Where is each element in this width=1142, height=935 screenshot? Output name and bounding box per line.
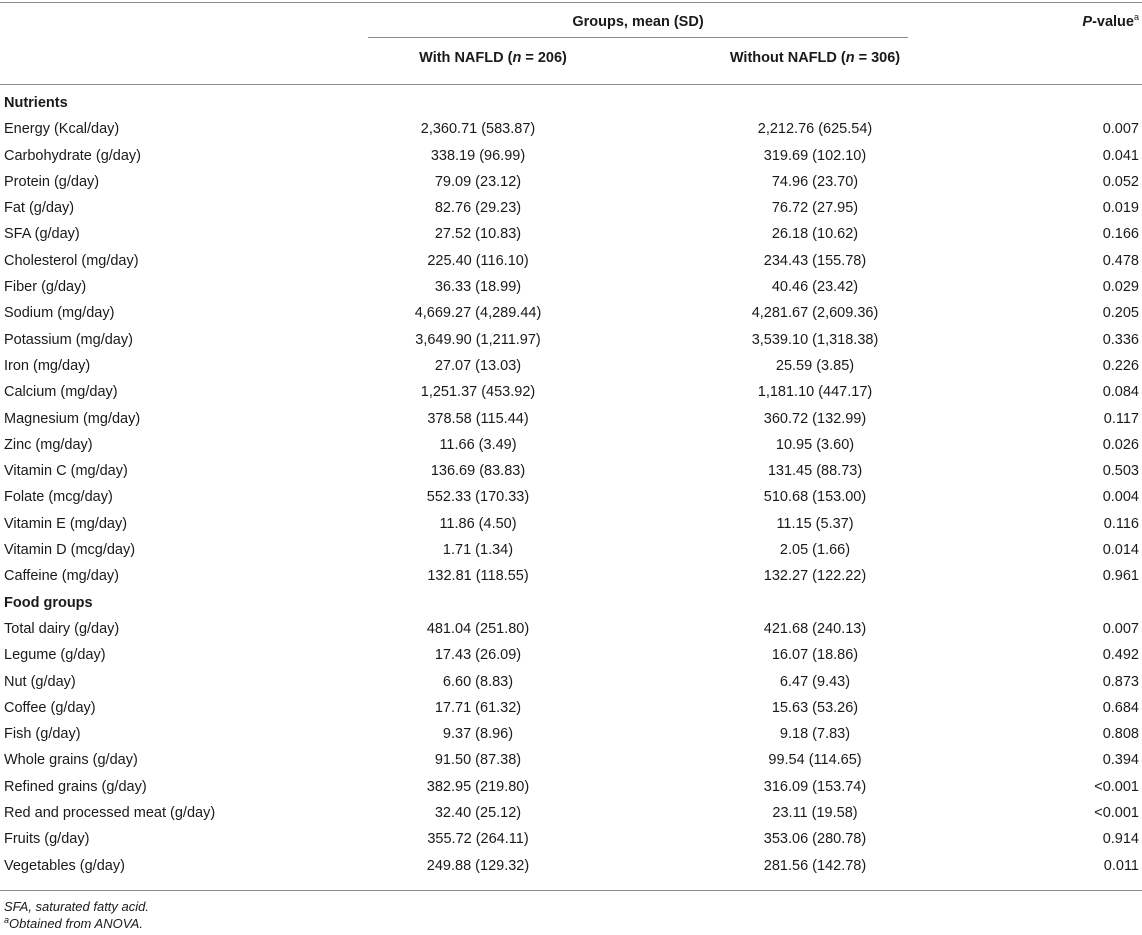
row-label: Magnesium (mg/day) <box>4 410 141 427</box>
with-nafld-value: 11.86 (4.50) <box>439 515 517 532</box>
row-label: Cholesterol (mg/day) <box>4 252 139 269</box>
row-label: Zinc (mg/day) <box>4 436 93 453</box>
row-label: Potassium (mg/day) <box>4 331 133 348</box>
with-nafld-value: 136.69 (83.83) <box>430 463 526 480</box>
table-row <box>0 116 1142 142</box>
group-header-rule <box>368 37 908 38</box>
p-value: 0.007 <box>1102 121 1139 138</box>
without-nafld-value: 2.05 (1.66) <box>779 542 851 559</box>
p-value: 0.492 <box>1102 647 1139 664</box>
section-header <box>0 90 1142 116</box>
without-nafld-value: 353.06 (280.78) <box>763 831 867 848</box>
without-nafld-value: 11.15 (5.37) <box>776 515 854 532</box>
footnote-anova-text: Obtained from ANOVA. <box>9 916 143 931</box>
with-nafld-value: 378.58 (115.44) <box>427 410 529 427</box>
without-nafld-value: 9.18 (7.83) <box>779 726 851 743</box>
p-value: 0.914 <box>1102 831 1139 848</box>
without-nafld-value: 74.96 (23.70) <box>771 173 859 190</box>
with-nafld-value: 1.71 (1.34) <box>442 542 514 559</box>
with-nafld-value: 32.40 (25.12) <box>434 805 522 822</box>
with-nafld-value: 132.81 (118.55) <box>427 568 529 585</box>
table-row <box>0 379 1142 405</box>
table-row <box>0 695 1142 721</box>
table-row <box>0 853 1142 879</box>
without-nafld-header <box>690 50 940 66</box>
table-row <box>0 747 1142 773</box>
table-row <box>0 221 1142 247</box>
without-nafld-value: 131.45 (88.73) <box>767 463 863 480</box>
with-nafld-suffix: = 206) <box>521 50 567 66</box>
p-value: 0.873 <box>1102 673 1139 690</box>
p-value: 0.478 <box>1102 252 1139 269</box>
table-row <box>0 511 1142 537</box>
row-label: Folate (mcg/day) <box>4 489 113 506</box>
with-nafld-value: 338.19 (96.99) <box>430 147 526 164</box>
footnote-anova-sup: a <box>4 915 10 925</box>
table-row <box>0 353 1142 379</box>
p-value: 0.026 <box>1102 436 1139 453</box>
table-row <box>0 143 1142 169</box>
table-row <box>0 169 1142 195</box>
table-row <box>0 432 1142 458</box>
row-label: Calcium (mg/day) <box>4 384 118 401</box>
table-row <box>0 800 1142 826</box>
row-label: Red and processed meat (g/day) <box>4 805 216 822</box>
with-nafld-value: 27.52 (10.83) <box>434 226 522 243</box>
p-value: 0.052 <box>1102 173 1139 190</box>
row-label: Coffee (g/day) <box>4 699 96 716</box>
with-nafld-value: 91.50 (87.38) <box>434 752 522 769</box>
section-header <box>0 590 1142 616</box>
without-nafld-prefix: Without NAFLD ( <box>729 50 846 66</box>
without-nafld-value: 281.56 (142.78) <box>763 857 867 874</box>
p-value: <0.001 <box>1094 778 1139 795</box>
without-nafld-value: 1,181.10 (447.17) <box>757 384 873 401</box>
p-value: 0.014 <box>1102 542 1139 559</box>
table-row <box>0 563 1142 589</box>
row-label: Whole grains (g/day) <box>4 752 138 769</box>
with-nafld-value: 27.07 (13.03) <box>434 357 522 374</box>
without-nafld-value: 23.11 (19.58) <box>772 805 858 822</box>
p-value-header <box>1000 14 1139 30</box>
table-row <box>0 774 1142 800</box>
table-row <box>0 642 1142 668</box>
table-row <box>0 616 1142 642</box>
row-label: Sodium (mg/day) <box>4 305 115 322</box>
without-nafld-value: 40.46 (23.42) <box>771 279 859 296</box>
table-row <box>0 327 1142 353</box>
row-label: Vitamin E (mg/day) <box>4 515 128 532</box>
p-value-sup: a <box>1133 12 1139 22</box>
table-row <box>0 484 1142 510</box>
with-nafld-value: 481.04 (251.80) <box>426 620 530 637</box>
row-label: Vegetables (g/day) <box>4 857 125 874</box>
without-nafld-value: 3,539.10 (1,318.38) <box>751 331 879 348</box>
table-row <box>0 669 1142 695</box>
row-label: Energy (Kcal/day) <box>4 121 120 138</box>
p-value: 0.011 <box>1103 857 1139 874</box>
row-label: Vitamin C (mg/day) <box>4 463 128 480</box>
row-label: Total dairy (g/day) <box>4 620 120 637</box>
with-nafld-value: 6.60 (8.83) <box>442 673 514 690</box>
without-nafld-value: 510.68 (153.00) <box>763 489 867 506</box>
p-value: 0.808 <box>1102 726 1139 743</box>
p-value: 0.226 <box>1102 357 1139 374</box>
with-nafld-value: 2,360.71 (583.87) <box>420 121 536 138</box>
row-label: Protein (g/day) <box>4 173 100 190</box>
without-nafld-value: 421.68 (240.13) <box>763 620 867 637</box>
without-nafld-value: 76.72 (27.95) <box>771 200 859 217</box>
with-nafld-value: 36.33 (18.99) <box>434 279 522 296</box>
with-nafld-value: 3,649.90 (1,211.97) <box>415 331 541 348</box>
table-row <box>0 826 1142 852</box>
with-nafld-value: 9.37 (8.96) <box>442 726 514 743</box>
with-nafld-value: 79.09 (23.12) <box>434 173 522 190</box>
p-value-letter: P <box>1082 14 1093 30</box>
p-value: 0.084 <box>1102 384 1139 401</box>
with-nafld-value: 1,251.37 (453.92) <box>420 384 536 401</box>
table-top-rule <box>0 2 1142 3</box>
p-value: 0.117 <box>1103 410 1139 427</box>
row-label: Fruits (g/day) <box>4 831 90 848</box>
table-row <box>0 458 1142 484</box>
row-label: Caffeine (mg/day) <box>4 568 119 585</box>
row-label: Iron (mg/day) <box>4 357 91 374</box>
with-nafld-value: 11.66 (3.49) <box>439 436 517 453</box>
without-nafld-value: 360.72 (132.99) <box>763 410 867 427</box>
row-label: Carbohydrate (g/day) <box>4 147 142 164</box>
p-value: 0.336 <box>1102 331 1139 348</box>
p-value: 0.029 <box>1102 279 1139 296</box>
without-nafld-value: 316.09 (153.74) <box>763 778 867 795</box>
row-label: Nut (g/day) <box>4 673 76 690</box>
row-label: Fat (g/day) <box>4 200 75 217</box>
p-value: 0.205 <box>1102 305 1139 322</box>
without-nafld-value: 2,212.76 (625.54) <box>757 121 873 138</box>
without-nafld-value: 234.43 (155.78) <box>763 252 867 269</box>
without-nafld-value: 10.95 (3.60) <box>775 436 855 453</box>
section-label: Food groups <box>4 594 93 611</box>
table-row <box>0 195 1142 221</box>
with-nafld-value: 225.40 (116.10) <box>427 252 529 269</box>
without-nafld-value: 132.27 (122.22) <box>763 568 867 585</box>
with-nafld-value: 82.76 (29.23) <box>434 200 522 217</box>
without-nafld-value: 319.69 (102.10) <box>763 147 867 164</box>
without-nafld-value: 99.54 (114.65) <box>768 752 862 769</box>
table-bottom-rule <box>0 890 1142 891</box>
p-value: 0.041 <box>1102 147 1139 164</box>
p-value: 0.166 <box>1102 226 1139 243</box>
p-value: 0.019 <box>1102 200 1139 217</box>
without-nafld-value: 25.59 (3.85) <box>775 357 855 374</box>
footnote-abbreviation: SFA, saturated fatty acid. <box>4 899 149 914</box>
with-nafld-prefix: With NAFLD ( <box>419 50 513 66</box>
with-nafld-value: 249.88 (129.32) <box>426 857 530 874</box>
section-label: Nutrients <box>4 95 68 111</box>
p-value: 0.007 <box>1102 620 1139 637</box>
table-body <box>0 90 1142 879</box>
with-nafld-value: 355.72 (264.11) <box>427 831 529 848</box>
p-value: 0.503 <box>1102 463 1139 480</box>
without-nafld-n: n <box>845 50 855 66</box>
p-value: 0.394 <box>1102 752 1139 769</box>
without-nafld-value: 15.63 (53.26) <box>771 699 859 716</box>
with-nafld-value: 382.95 (219.80) <box>426 778 530 795</box>
row-label: Legume (g/day) <box>4 647 106 664</box>
without-nafld-value: 26.18 (10.62) <box>771 226 859 243</box>
table-row <box>0 274 1142 300</box>
p-value: 0.961 <box>1102 568 1139 585</box>
p-value: 0.116 <box>1103 515 1139 532</box>
table-row <box>0 300 1142 326</box>
row-label: Fiber (g/day) <box>4 279 87 296</box>
group-header: Groups, mean (SD) <box>572 14 704 30</box>
with-nafld-value: 552.33 (170.33) <box>426 489 530 506</box>
with-nafld-value: 17.43 (26.09) <box>434 647 522 664</box>
without-nafld-suffix: = 306) <box>854 50 901 66</box>
table-row <box>0 721 1142 747</box>
table-row <box>0 406 1142 432</box>
row-label: Refined grains (g/day) <box>4 778 147 795</box>
p-value: <0.001 <box>1094 805 1139 822</box>
row-label: Vitamin D (mcg/day) <box>4 542 136 559</box>
with-nafld-value: 4,669.27 (4,289.44) <box>414 305 542 322</box>
table-row <box>0 248 1142 274</box>
p-value: 0.684 <box>1102 699 1139 716</box>
p-value-rest: -value <box>1092 14 1134 30</box>
with-nafld-header <box>368 50 618 66</box>
without-nafld-value: 6.47 (9.43) <box>779 673 851 690</box>
with-nafld-n: n <box>512 50 522 66</box>
row-label: SFA (g/day) <box>4 226 80 243</box>
table-row <box>0 537 1142 563</box>
footnote-anova <box>4 916 143 931</box>
without-nafld-value: 16.07 (18.86) <box>771 647 859 664</box>
row-label: Fish (g/day) <box>4 726 81 743</box>
without-nafld-value: 4,281.67 (2,609.36) <box>751 305 879 322</box>
header-bottom-rule <box>0 84 1142 85</box>
p-value: 0.004 <box>1102 489 1139 506</box>
with-nafld-value: 17.71 (61.32) <box>434 699 522 716</box>
